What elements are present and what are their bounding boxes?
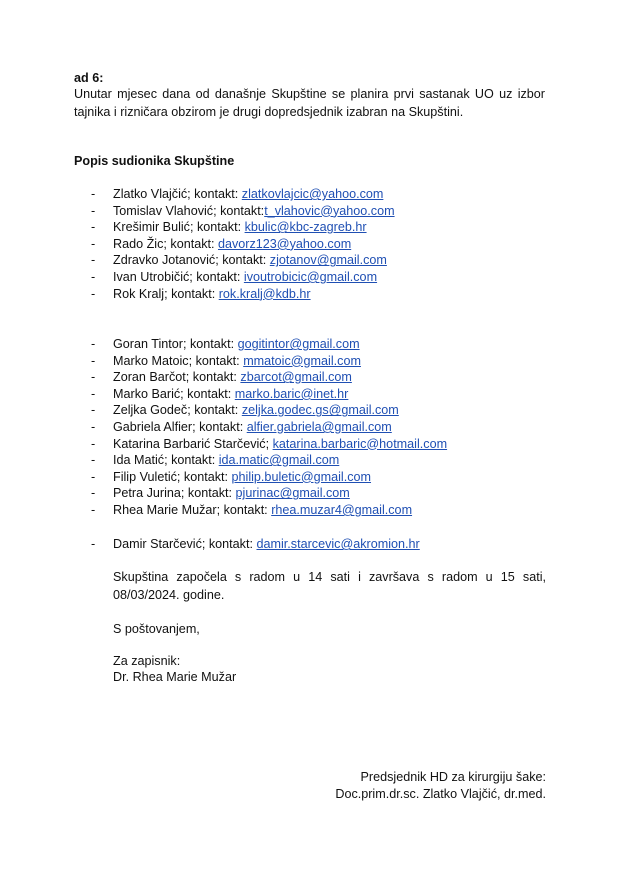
participant-email-link[interactable]: damir.starcevic@akromion.hr (256, 537, 420, 551)
list-item (91, 469, 447, 486)
participant-name: Tomislav Vlahović; kontakt: (113, 203, 265, 218)
participant-name: Zoran Barčot; kontakt: (113, 370, 241, 385)
list-dash: - (91, 419, 96, 434)
signature-name: Doc.prim.dr.sc. Zlatko Vlajčić, dr.med. (335, 787, 546, 801)
participant-email-link[interactable]: alfier.gabriela@gmail.com (246, 419, 392, 434)
list-item (91, 286, 395, 303)
participant-name: Ivan Utrobičić; kontakt: (113, 269, 244, 284)
list-dash: - (91, 486, 96, 501)
section-heading: ad 6: (74, 71, 104, 85)
participant-email-link[interactable]: marko.baric@inet.hr (234, 386, 349, 401)
list-dash: - (91, 386, 96, 401)
section-paragraph: Unutar mjesec dana od današnje Skupštine se planira prvi sastanak UO uz izbor tajnika i rizničara obzirom je drugi dopredsjednik izabran na Skupštini. (74, 87, 545, 119)
participant-name: Petra Jurina; kontakt: (113, 486, 236, 501)
list-item (91, 369, 447, 386)
list-dash: - (91, 370, 96, 385)
list-item (91, 452, 447, 469)
participant-name: Zeljka Godeč; kontakt: (113, 403, 242, 418)
list-item (91, 502, 447, 519)
participant-name: Rhea Marie Mužar; kontakt: (113, 502, 272, 517)
list-item (91, 236, 395, 253)
participant-name: Rok Kralj; kontakt: (113, 286, 219, 301)
list-item (91, 269, 395, 286)
participant-email-link[interactable]: zbarcot@gmail.com (240, 370, 352, 385)
participant-name: Gabriela Alfier; kontakt: (113, 419, 247, 434)
signature-role: Predsjednik HD za kirurgiju šake: (360, 770, 546, 784)
participant-email-link[interactable]: zeljka.godec.gs@gmail.com (241, 403, 399, 418)
participants-list-1 (91, 186, 395, 302)
participants-list-3 (91, 536, 420, 553)
list-item (91, 219, 395, 236)
participant-name: Damir Starčević; kontakt: (113, 537, 257, 551)
list-dash: - (91, 203, 96, 218)
participant-email-link[interactable]: zlatkovlajcic@yahoo.com (241, 187, 384, 201)
list-dash: - (91, 337, 96, 351)
list-dash: - (91, 220, 96, 235)
participant-name: Goran Tintor; kontakt: (113, 337, 238, 351)
recorder-name: Dr. Rhea Marie Mužar (113, 670, 237, 684)
list-dash: - (91, 253, 96, 268)
participant-name: Zlatko Vlajčić; kontakt: (113, 187, 242, 201)
list-item (91, 203, 395, 220)
participant-name: Marko Matoic; kontakt: (113, 353, 244, 368)
list-dash: - (91, 469, 96, 484)
participants-list-2 (91, 336, 447, 519)
participant-name: Marko Barić; kontakt: (113, 386, 235, 401)
participant-name: Krešimir Bulić; kontakt: (113, 220, 245, 235)
participant-email-link[interactable]: katarina.barbaric@hotmail.com (272, 436, 448, 451)
list-dash: - (91, 269, 96, 284)
list-item (91, 353, 447, 370)
participant-email-link[interactable]: davorz123@yahoo.com (218, 236, 352, 251)
list-item (91, 252, 395, 269)
list-dash: - (91, 286, 96, 301)
list-item (91, 419, 447, 436)
participants-title: Popis sudionika Skupštine (74, 154, 235, 168)
list-item (91, 485, 447, 502)
participant-email-link[interactable]: philip.buletic@gmail.com (231, 469, 372, 484)
participant-email-link[interactable]: ivoutrobicic@gmail.com (243, 269, 378, 284)
participant-email-link[interactable]: kbulic@kbc-zagreb.hr (244, 220, 367, 235)
participant-email-link[interactable]: zjotanov@gmail.com (269, 253, 387, 268)
list-dash: - (91, 537, 96, 551)
participant-email-link[interactable]: pjurinac@gmail.com (235, 486, 350, 501)
participant-email-link[interactable]: t_vlahovic@yahoo.com (264, 203, 395, 218)
participant-name: Rado Žic; kontakt: (113, 236, 218, 251)
list-item (91, 436, 447, 453)
list-dash: - (91, 187, 96, 201)
participant-email-link[interactable]: ida.matic@gmail.com (218, 453, 340, 468)
list-item (91, 186, 395, 203)
list-dash: - (91, 502, 96, 517)
regards-text: S poštovanjem, (113, 622, 200, 636)
list-dash: - (91, 436, 96, 451)
list-dash: - (91, 353, 96, 368)
list-item (91, 336, 447, 353)
participant-email-link[interactable]: rhea.muzar4@gmail.com (271, 502, 413, 517)
participant-email-link[interactable]: rok.kralj@kdb.hr (218, 286, 311, 301)
list-item (91, 402, 447, 419)
list-dash: - (91, 453, 96, 468)
participant-name: Zdravko Jotanović; kontakt: (113, 253, 270, 268)
participant-name: Katarina Barbarić Starčević; (113, 436, 273, 451)
participant-name: Filip Vuletić; kontakt: (113, 469, 232, 484)
list-item (91, 386, 447, 403)
list-item (91, 536, 420, 553)
meeting-time-text: Skupština započela s radom u 14 sati i završava s radom u 15 sati, 08/03/2024. godine. (113, 570, 546, 602)
list-dash: - (91, 236, 96, 251)
participant-name: Ida Matić; kontakt: (113, 453, 219, 468)
list-dash: - (91, 403, 96, 418)
participant-email-link[interactable]: mmatoic@gmail.com (243, 353, 361, 368)
participant-email-link[interactable]: gogitintor@gmail.com (237, 337, 360, 351)
recorder-label: Za zapisnik: (113, 654, 181, 668)
